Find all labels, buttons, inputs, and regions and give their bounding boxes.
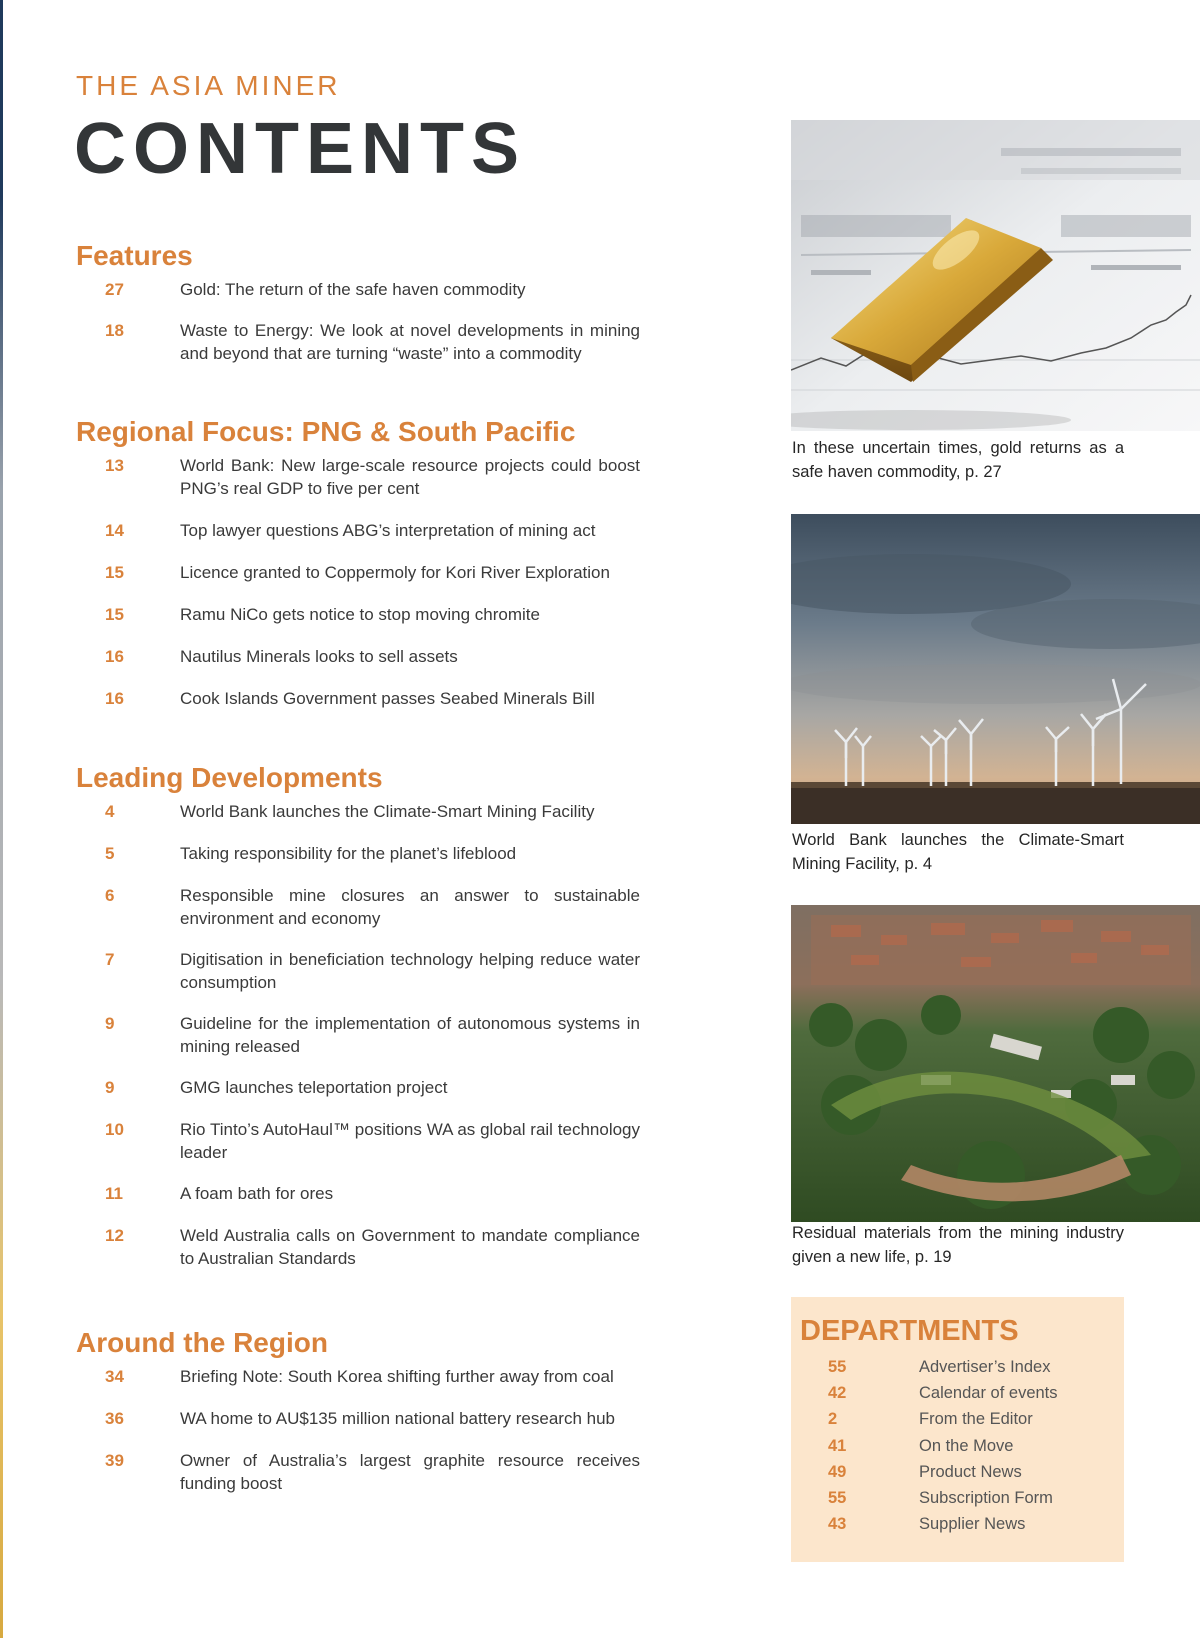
toc-entry[interactable] <box>76 278 656 301</box>
toc-page: 36 <box>105 1409 124 1428</box>
toc-text: A foam bath for ores <box>180 1184 334 1203</box>
page-title: CONTENTS <box>74 109 526 189</box>
toc-entry[interactable] <box>76 1182 656 1205</box>
department-page: 41 <box>828 1436 847 1455</box>
section-title: Features <box>76 240 193 271</box>
department-label: Advertiser’s Index <box>919 1357 1051 1376</box>
toc-text: World Bank launches the Climate-Smart Mining Facility <box>180 802 595 821</box>
toc-page: 10 <box>105 1120 124 1139</box>
toc-entry[interactable] <box>76 1365 656 1388</box>
gold-photo-caption: In these uncertain times, gold returns as a safe haven commodity, p. 27 <box>792 439 1124 481</box>
toc-text: GMG launches teleportation project <box>180 1078 448 1097</box>
toc-entry[interactable] <box>76 1076 656 1099</box>
toc-text: Licence granted to Coppermoly for Kori River Exploration <box>180 563 610 582</box>
toc-text: Weld Australia calls on Government to mandate compliance to Australian Standards <box>180 1226 640 1268</box>
department-item[interactable] <box>791 1433 1124 1459</box>
department-label: From the Editor <box>919 1410 1033 1429</box>
department-page: 43 <box>828 1515 847 1534</box>
section-regional-focus <box>76 416 656 710</box>
wind-photo-caption: World Bank launches the Climate-Smart Mining Facility, p. 4 <box>792 831 1124 873</box>
aerial-town-photo <box>791 905 1200 1222</box>
toc-entry[interactable] <box>76 603 656 626</box>
department-page: 55 <box>828 1357 847 1376</box>
toc-page: 11 <box>105 1184 123 1203</box>
department-page: 55 <box>828 1489 847 1508</box>
department-item[interactable] <box>791 1407 1124 1433</box>
department-item[interactable] <box>791 1512 1124 1538</box>
toc-text: Waste to Energy: We look at novel developments in mining and beyond that are turning “waste” into a commodity <box>180 321 640 363</box>
toc-text: WA home to AU$135 million national battery research hub <box>180 1409 616 1428</box>
toc-page: 15 <box>105 605 124 624</box>
department-label: Calendar of events <box>919 1383 1058 1402</box>
toc-text: Guideline for the implementation of autonomous systems in mining released <box>180 1014 640 1056</box>
toc-page: 16 <box>105 647 124 666</box>
toc-text: Briefing Note: South Korea shifting further away from coal <box>180 1367 614 1386</box>
department-label: On the Move <box>919 1436 1014 1455</box>
toc-text: Rio Tinto’s AutoHaul™ positions WA as global rail technology leader <box>180 1120 640 1162</box>
section-title: Around the Region <box>76 1327 328 1358</box>
gold-bar-photo <box>791 120 1200 431</box>
toc-page: 34 <box>105 1367 124 1386</box>
magazine-kicker: THE ASIA MINER <box>76 70 341 101</box>
toc-entry[interactable] <box>76 842 656 865</box>
toc-text: Nautilus Minerals looks to sell assets <box>180 647 458 666</box>
toc-entry[interactable] <box>76 1224 656 1270</box>
section-features <box>76 240 656 365</box>
toc-text: Responsible mine closures an answer to sustainable environment and economy <box>180 886 640 928</box>
toc-entry[interactable] <box>76 319 656 365</box>
toc-entry[interactable] <box>76 800 656 823</box>
toc-text: Gold: The return of the safe haven commodity <box>180 280 526 299</box>
department-page: 2 <box>828 1410 838 1429</box>
department-item[interactable] <box>791 1354 1124 1380</box>
toc-text: Taking responsibility for the planet’s lifeblood <box>180 844 517 863</box>
toc-page: 18 <box>105 321 124 340</box>
department-label: Supplier News <box>919 1515 1026 1534</box>
section-leading-developments <box>76 762 656 1270</box>
toc-page: 5 <box>105 844 115 863</box>
toc-entry[interactable] <box>76 1407 656 1430</box>
toc-page: 16 <box>105 689 124 708</box>
toc-page: 39 <box>105 1451 124 1470</box>
toc-page: 6 <box>105 886 115 905</box>
toc-page: 13 <box>105 456 124 475</box>
department-page: 42 <box>828 1383 847 1402</box>
toc-entry[interactable] <box>76 561 656 584</box>
town-photo-caption: Residual materials from the mining industry given a new life, p. 19 <box>792 1224 1124 1266</box>
department-label: Product News <box>919 1462 1022 1481</box>
toc-page: 27 <box>105 280 124 299</box>
toc-entry[interactable] <box>76 884 656 930</box>
toc-text: Cook Islands Government passes Seabed Minerals Bill <box>180 689 595 708</box>
departments-box <box>791 1297 1124 1562</box>
departments-title: DEPARTMENTS <box>800 1315 1019 1347</box>
toc-entry[interactable] <box>76 1012 656 1058</box>
section-title: Leading Developments <box>76 762 383 793</box>
toc-text: Digitisation in beneficiation technology helping reduce water consumption <box>180 950 640 992</box>
page-spine <box>0 0 3 1638</box>
toc-page: 9 <box>105 1014 115 1033</box>
toc-page: 12 <box>105 1226 124 1245</box>
toc-text: Ramu NiCo gets notice to stop moving chromite <box>180 605 540 624</box>
wind-turbine-photo <box>791 514 1200 824</box>
toc-entry[interactable] <box>76 1449 656 1495</box>
section-title: Regional Focus: PNG & South Pacific <box>76 416 576 447</box>
toc-text: World Bank: New large-scale resource projects could boost PNG’s real GDP to five per cent <box>180 456 640 498</box>
department-page: 49 <box>828 1462 847 1481</box>
toc-entry[interactable] <box>76 1118 656 1164</box>
toc-entry[interactable] <box>76 687 656 710</box>
department-item[interactable] <box>791 1459 1124 1485</box>
toc-page: 7 <box>105 950 115 969</box>
toc-entry[interactable] <box>76 645 656 668</box>
departments-list <box>791 1354 1124 1538</box>
toc-entry[interactable] <box>76 454 656 500</box>
toc-text: Top lawyer questions ABG’s interpretation of mining act <box>180 521 596 540</box>
section-around-the-region <box>76 1327 656 1495</box>
toc-entry[interactable] <box>76 948 656 994</box>
toc-page: 14 <box>105 521 124 540</box>
department-item[interactable] <box>791 1485 1124 1511</box>
toc-page: 15 <box>105 563 124 582</box>
department-label: Subscription Form <box>919 1489 1053 1508</box>
toc-text: Owner of Australia’s largest graphite resource receives funding boost <box>180 1451 640 1493</box>
toc-page: 9 <box>105 1078 115 1097</box>
toc-page: 4 <box>105 802 115 821</box>
toc-entry[interactable] <box>76 519 656 542</box>
department-item[interactable] <box>791 1380 1124 1406</box>
